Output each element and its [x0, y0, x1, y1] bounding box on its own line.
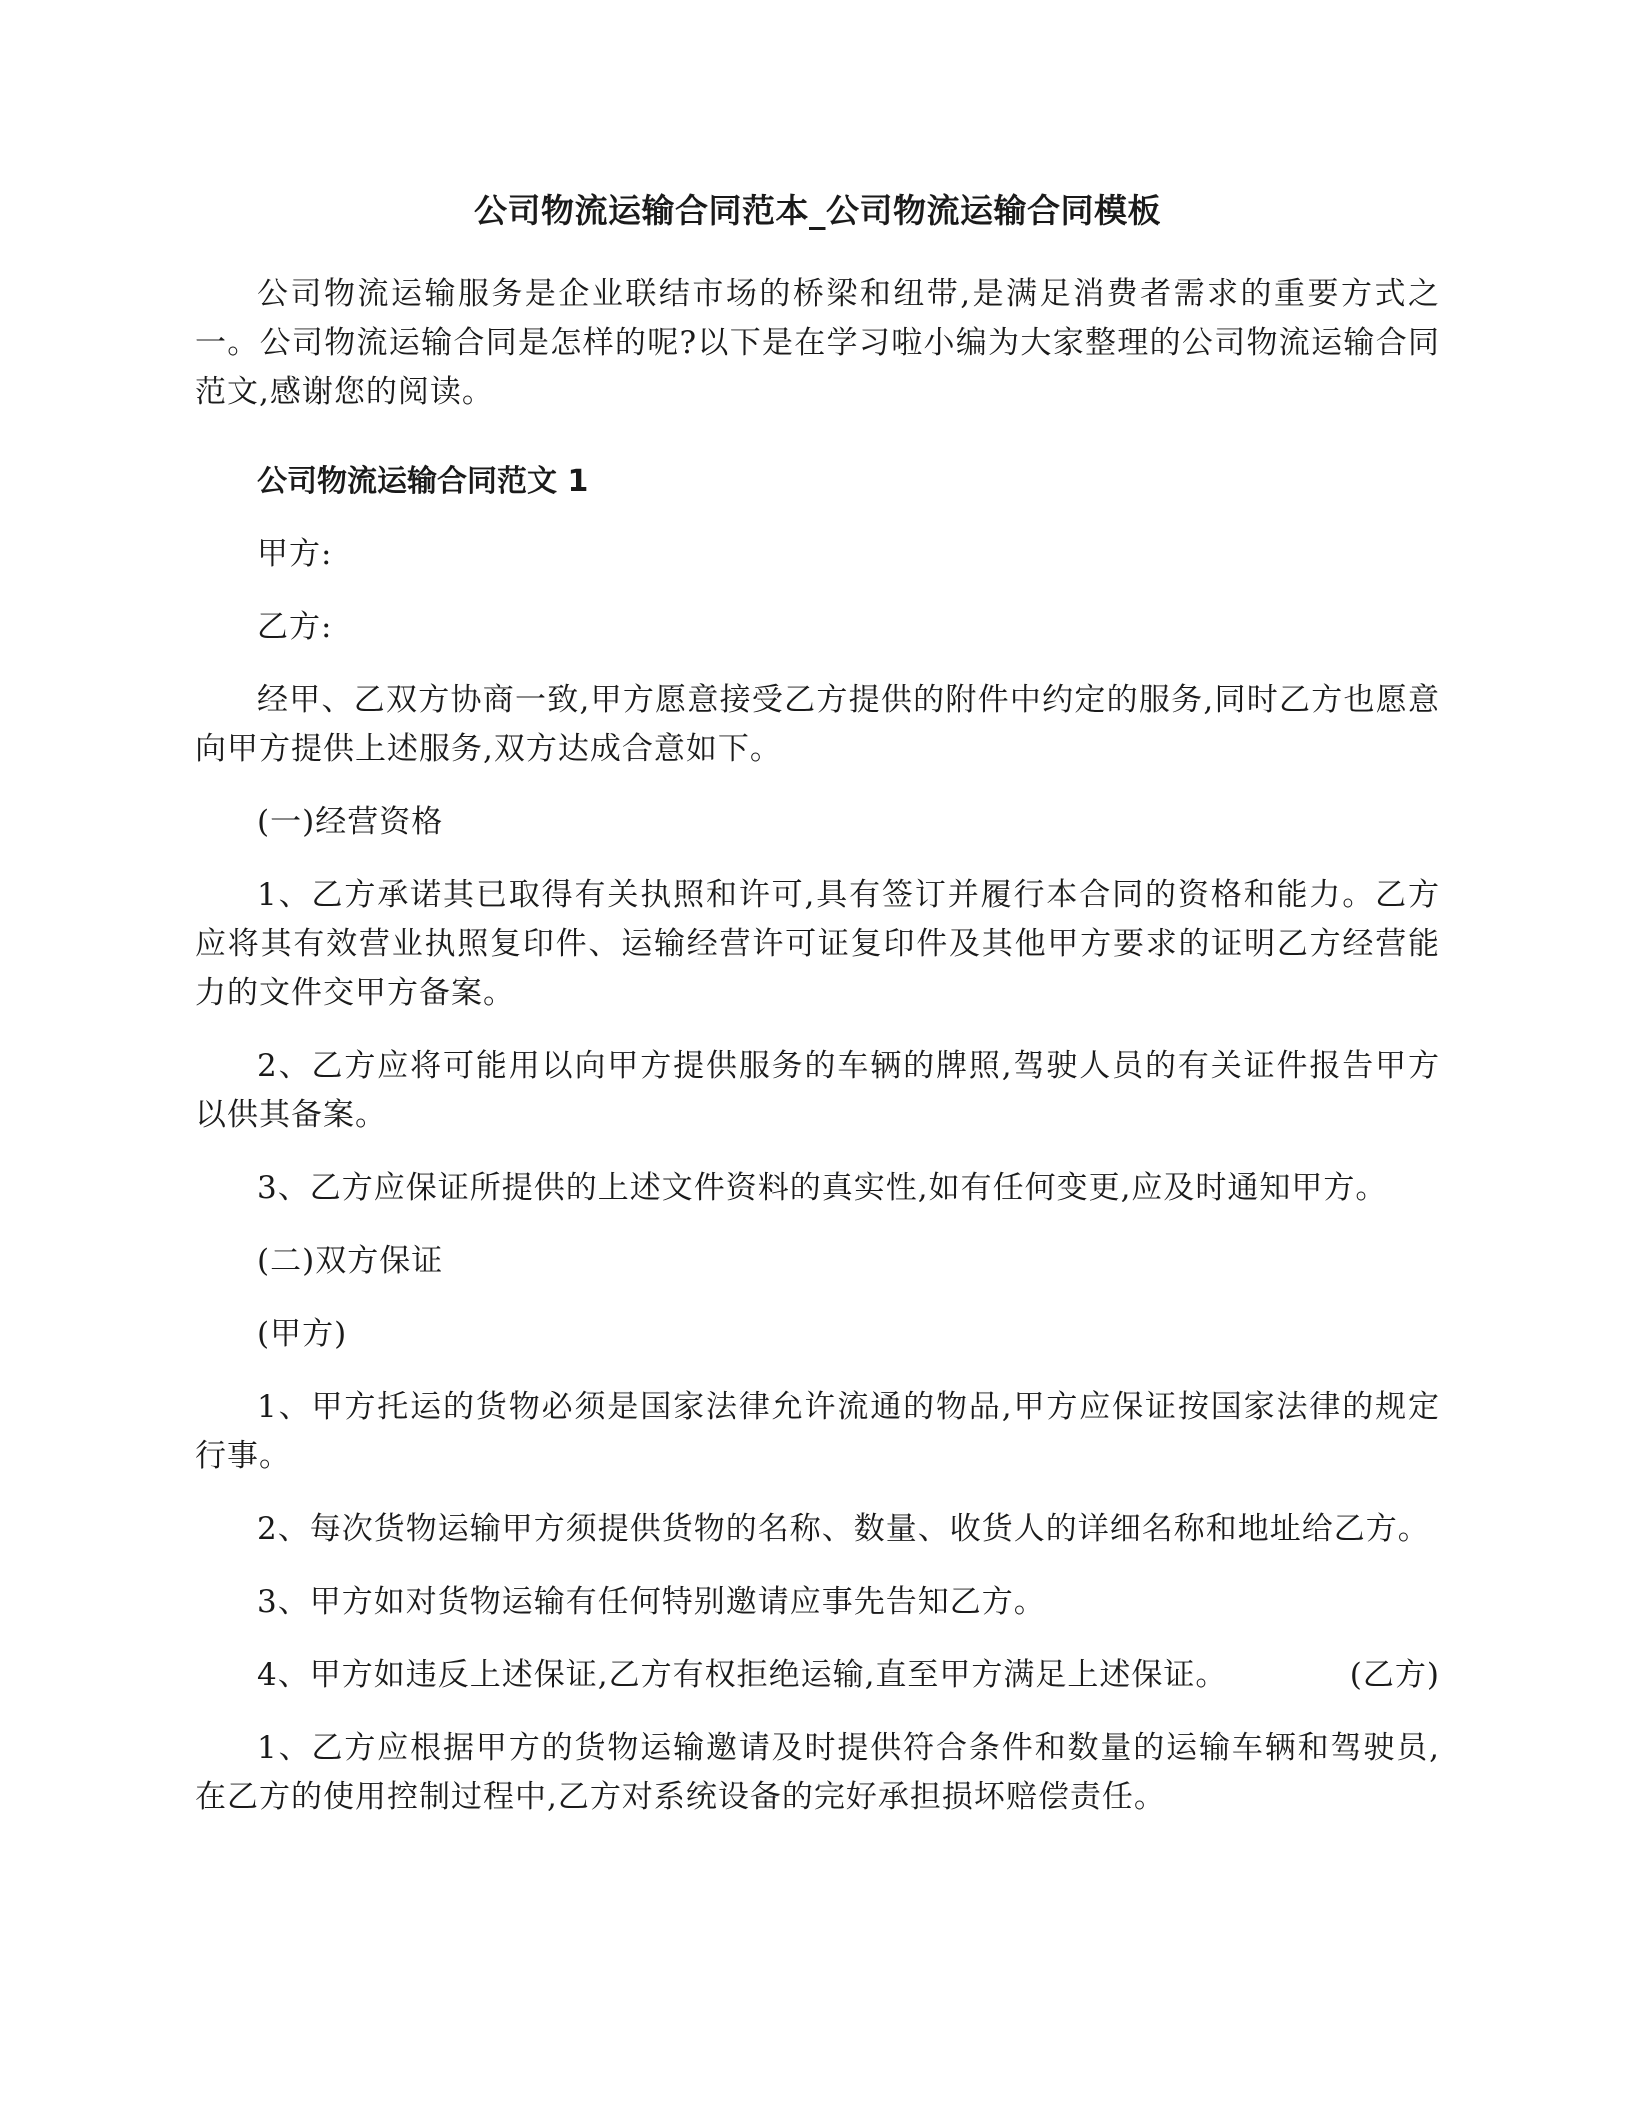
section-heading: 公司物流运输合同范文 1: [257, 464, 589, 500]
party-a-item-2: 2、每次货物运输甲方须提供货物的名称、数量、收货人的详细名称和地址给乙方。: [257, 1511, 1430, 1548]
document-title: 公司物流运输合同范本_公司物流运输合同模板: [474, 191, 1161, 230]
party-a-item-4-row: [195, 1651, 1440, 1700]
part1-item-3: 3、乙方应保证所提供的上述文件资料的真实性,如有任何变更,应及时通知甲方。: [257, 1170, 1388, 1207]
intro-paragraph: 公司物流运输服务是企业联结市场的桥梁和纽带,是满足消费者需求的重要方式之一。公司物流运输合同是怎样的呢?以下是在学习啦小编为大家整理的公司物流运输合同范文,感谢您的阅读。: [195, 276, 1440, 411]
party-a-section-title: (甲方): [257, 1316, 348, 1353]
party-b-line: 乙方:: [257, 609, 333, 646]
document-body: [195, 188, 1440, 1846]
part1-item-2: 2、乙方应将可能用以向甲方提供服务的车辆的牌照,驾驶人员的有关证件报告甲方以供其备案。: [195, 1048, 1440, 1134]
part1-item-1: 1、乙方承诺其已取得有关执照和许可,具有签订并履行本合同的资格和能力。乙方应将其有效营业执照复印件、运输经营许可证复印件及其他甲方要求的证明乙方经营能力的文件交甲方备案。: [195, 877, 1440, 1012]
party-a-item-1: 1、甲方托运的货物必须是国家法律允许流通的物品,甲方应保证按国家法律的规定行事。: [195, 1389, 1440, 1475]
part2-title: (二)双方保证: [257, 1243, 444, 1280]
party-b-item-1: 1、乙方应根据甲方的货物运输邀请及时提供符合条件和数量的运输车辆和驾驶员,在乙方的使用控制过程中,乙方对系统设备的完好承担损坏赔偿责任。: [195, 1730, 1440, 1816]
party-a-item-3: 3、甲方如对货物运输有任何特别邀请应事先告知乙方。: [257, 1584, 1046, 1621]
party-a-item-4: 4、甲方如违反上述保证,乙方有权拒绝运输,直至甲方满足上述保证。: [257, 1657, 1228, 1694]
party-a-line: 甲方:: [257, 536, 333, 573]
party-b-section-title: (乙方): [1349, 1657, 1440, 1694]
agreement-paragraph: 经甲、乙双方协商一致,甲方愿意接受乙方提供的附件中约定的服务,同时乙方也愿意向甲方提供上述服务,双方达成合意如下。: [195, 682, 1440, 768]
part1-title: (一)经营资格: [257, 804, 444, 841]
